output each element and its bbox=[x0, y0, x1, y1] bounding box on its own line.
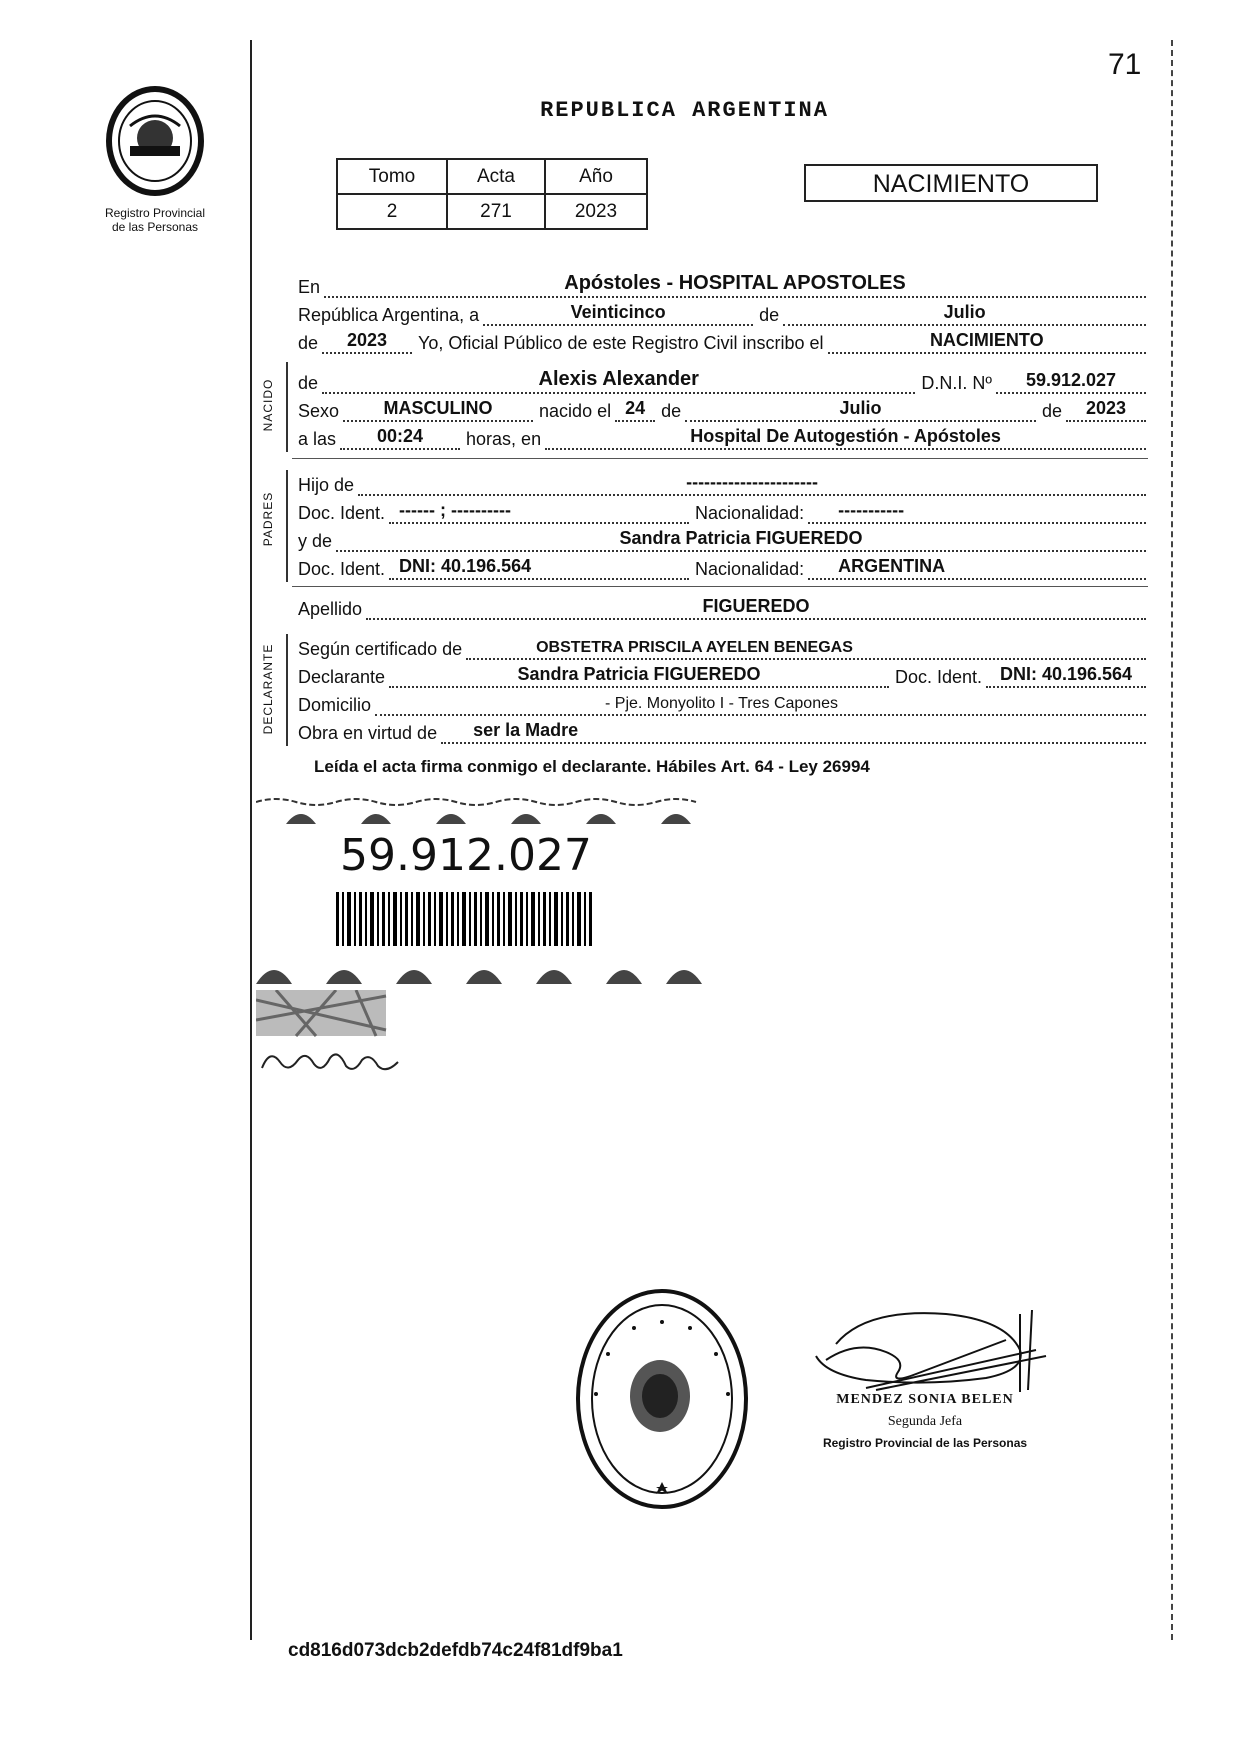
country-title: REPUBLICA ARGENTINA bbox=[540, 98, 829, 123]
barcode bbox=[336, 892, 592, 946]
cert-value: OBSTETRA PRISCILA AYELEN BENEGAS bbox=[536, 639, 853, 656]
ano-header: Año bbox=[545, 159, 647, 194]
mother-nationality: ARGENTINA bbox=[838, 556, 946, 576]
tomo-value: 2 bbox=[337, 194, 447, 229]
row-nacido-hora: a las 00:24 horas, en Hospital De Autogestión - Apóstoles bbox=[298, 426, 1146, 450]
record-type-box: NACIMIENTO bbox=[804, 164, 1098, 202]
official-org: Registro Provincial de las Personas bbox=[822, 1436, 1028, 1450]
row-nacido-sexo: Sexo MASCULINO nacido el 24 de Julio de 2023 bbox=[298, 398, 1146, 422]
father-nationality: ----------- bbox=[838, 500, 905, 520]
official-role: Segunda Jefa bbox=[887, 1414, 963, 1429]
registry-seal bbox=[572, 1284, 752, 1514]
domicilio-value: - Pje. Monyolito I - Tres Capones bbox=[605, 695, 838, 712]
row-mother-doc: Doc. Ident. DNI: 40.196.564 Nacionalidad: ARGENTINA bbox=[298, 556, 1146, 580]
padres-bar bbox=[286, 470, 288, 582]
fingerprint-area bbox=[256, 990, 396, 1042]
left-margin-line bbox=[250, 40, 252, 1640]
document-hash: cd816d073dcb2defdb74c24f81df9ba1 bbox=[288, 1640, 623, 1661]
child-name: Alexis Alexander bbox=[538, 368, 699, 390]
padres-label: PADRES bbox=[261, 491, 275, 547]
sticker-bottom-pattern bbox=[256, 950, 706, 986]
page-number: 71 bbox=[1108, 48, 1142, 81]
declarante-bar bbox=[286, 634, 288, 746]
sex-value: MASCULINO bbox=[383, 398, 493, 418]
row-oficial: de 2023 Yo, Oficial Público de este Registro Civil inscribo el NACIMIENTO bbox=[298, 330, 1146, 354]
tomo-header: Tomo bbox=[337, 159, 447, 194]
row-obra: Obra en virtud de ser la Madre bbox=[298, 720, 1146, 744]
book-table bbox=[336, 158, 648, 230]
acta-value: 271 bbox=[447, 194, 545, 229]
reading-note: Leída el acta firma conmigo el declarante. Hábiles Art. 64 - Ley 26994 bbox=[314, 757, 870, 776]
child-dni: 59.912.027 bbox=[1025, 370, 1117, 390]
obra-value: ser la Madre bbox=[473, 720, 579, 740]
declarante-label: DECLARANTE bbox=[261, 643, 275, 735]
acta-header: Acta bbox=[447, 159, 545, 194]
birth-place: Hospital De Autogestión - Apóstoles bbox=[690, 426, 1001, 446]
row-hijo-de: Hijo de ---------------------- bbox=[298, 472, 1146, 496]
official-name: MENDEZ SONIA BELEN bbox=[836, 1392, 1014, 1407]
year-value: 2023 bbox=[347, 330, 388, 350]
father-doc: ------ ; ---------- bbox=[399, 500, 511, 520]
declarant-name: Sandra Patricia FIGUEREDO bbox=[517, 664, 761, 684]
birth-day: 24 bbox=[625, 398, 646, 418]
nacido-bar bbox=[286, 362, 288, 452]
registry-caption: Registro Provincial de las Personas bbox=[104, 206, 206, 234]
right-margin-line bbox=[1171, 40, 1173, 1640]
act-value: NACIMIENTO bbox=[929, 330, 1044, 350]
birth-time: 00:24 bbox=[377, 426, 424, 446]
day-value: Veinticinco bbox=[570, 302, 666, 322]
mother-doc: DNI: 40.196.564 bbox=[399, 556, 532, 576]
sticker-top-pattern bbox=[256, 796, 706, 826]
row-republica: República Argentina, a Veinticinco de Julio bbox=[298, 302, 1146, 326]
month-value: Julio bbox=[943, 302, 986, 322]
row-declarante: Declarante Sandra Patricia FIGUEREDO Doc. Ident. DNI: 40.196.564 bbox=[298, 664, 1146, 688]
nacido-label: NACIDO bbox=[261, 378, 275, 432]
row-en: En Apóstoles - HOSPITAL APOSTOLES bbox=[298, 274, 1146, 298]
mother-value: Sandra Patricia FIGUEREDO bbox=[619, 528, 863, 548]
divider-2 bbox=[292, 586, 1148, 587]
ano-value: 2023 bbox=[545, 194, 647, 229]
father-value: ---------------------- bbox=[686, 472, 818, 492]
row-father-doc: Doc. Ident. ------ ; ---------- Nacionalidad: ----------- bbox=[298, 500, 1146, 524]
surname-value: FIGUEREDO bbox=[702, 596, 810, 616]
row-certificado: Según certificado de OBSTETRA PRISCILA AYELEN BENEGAS bbox=[298, 636, 1146, 660]
barcode-number: 59.912.027 bbox=[340, 830, 592, 881]
birth-year: 2023 bbox=[1085, 398, 1127, 418]
official-signature bbox=[806, 1300, 1056, 1396]
row-y-de: y de Sandra Patricia FIGUEREDO bbox=[298, 528, 1146, 552]
birth-month: Julio bbox=[839, 398, 882, 418]
declarant-signature bbox=[258, 1040, 408, 1080]
row-domicilio: Domicilio - Pje. Monyolito I - Tres Capones bbox=[298, 692, 1146, 716]
row-nacido-name: de Alexis Alexander D.N.I. Nº 59.912.027 bbox=[298, 370, 1146, 394]
row-apellido: Apellido FIGUEREDO bbox=[298, 596, 1146, 620]
place-value: Apóstoles - HOSPITAL APOSTOLES bbox=[564, 272, 906, 294]
declarant-doc: DNI: 40.196.564 bbox=[999, 664, 1133, 684]
divider-1 bbox=[292, 458, 1148, 459]
